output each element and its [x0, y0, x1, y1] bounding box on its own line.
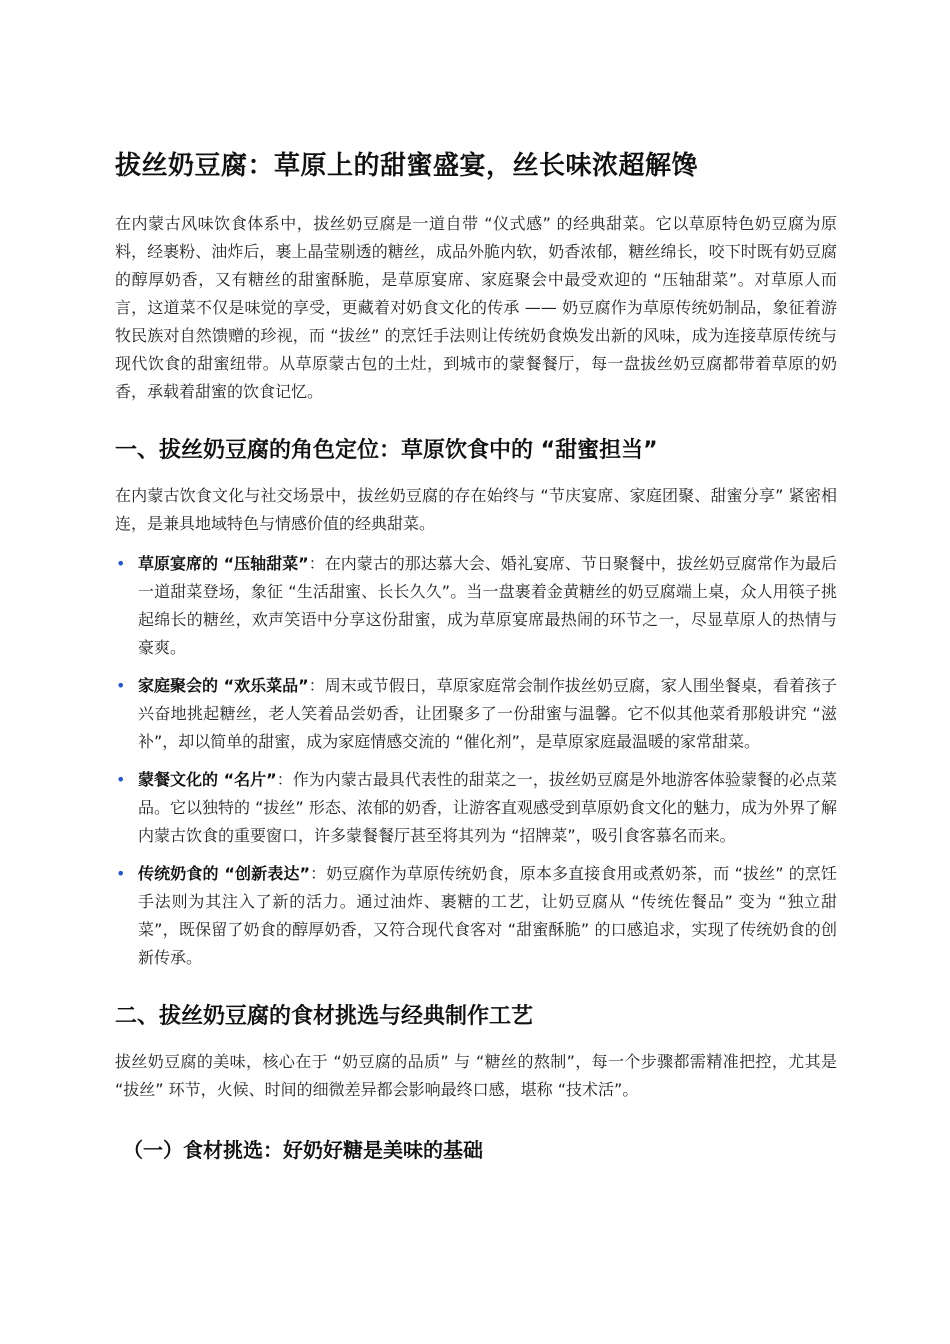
bullet-term: 家庭聚会的 “欢乐菜品”: [138, 676, 309, 695]
subsection-heading: （一）食材挑选：好奶好糖是美味的基础: [123, 1138, 483, 1162]
bullet-item-banquet: [115, 550, 837, 662]
page-title: 拔丝奶豆腐：草原上的甜蜜盛宴，丝长味浓超解馋: [115, 151, 699, 181]
bullet-item-business-card: [115, 766, 837, 850]
bullet-dot-icon: •: [116, 554, 126, 573]
bullet-term: 蒙餐文化的 “名片”: [138, 770, 277, 789]
section-1-heading: 一、拔丝奶豆腐的角色定位：草原饮食中的 “甜蜜担当”: [115, 438, 658, 463]
bullet-item-innovation: [115, 860, 837, 972]
section-1-bullet-list: [115, 550, 837, 972]
bullet-term: 传统奶食的 “创新表达”: [138, 864, 310, 883]
document-page: [115, 148, 837, 1166]
bullet-text: ：作为内蒙古最具代表性的甜菜之一，拔丝奶豆腐是外地游客体验蒙餐的必点菜品。它以独特的 “拔丝” 形态、浓郁的奶香，让游客直观感受到草原奶食文化的魅力，成为外界了解内蒙古饮食的重要窗口，许多蒙餐餐厅甚至将其列为 “招牌菜”，吸引食客慕名而来。: [138, 770, 837, 845]
bullet-text: ：在内蒙古的那达慕大会、婚礼宴席、节日聚餐中，拔丝奶豆腐常作为最后一道甜菜登场，象征 “生活甜蜜、长长久久”。当一盘裹着金黄糖丝的奶豆腐端上桌，众人用筷子挑起绵长的糖丝，欢声笑语中分享这份甜蜜，成为草原宴席最热闹的环节之一，尽显草原人的热情与豪爽。: [138, 554, 837, 657]
bullet-dot-icon: •: [116, 864, 126, 883]
section-2-heading: 二、拔丝奶豆腐的食材挑选与经典制作工艺: [115, 1004, 534, 1029]
bullet-dot-icon: •: [116, 676, 126, 695]
bullet-item-family: [115, 672, 837, 756]
bullet-term: 草原宴席的 “压轴甜菜”: [138, 554, 309, 573]
bullet-text: ：周末或节假日，草原家庭常会制作拔丝奶豆腐，家人围坐餐桌，看着孩子兴奋地挑起糖丝，老人笑着品尝奶香，让团聚多了一份甜蜜与温馨。它不似其他菜肴那般讲究 “滋补”，却以简单的甜蜜，成为家庭情感交流的 “催化剂”，是草原家庭最温暖的家常甜菜。: [138, 676, 837, 751]
section-1-intro: 在内蒙古饮食文化与社交场景中，拔丝奶豆腐的存在始终与 “节庆宴席、家庭团聚、甜蜜分享” 紧密相连，是兼具地域特色与情感价值的经典甜菜。: [115, 486, 837, 533]
bullet-dot-icon: •: [116, 770, 126, 789]
bullet-text: ：奶豆腐作为草原传统奶食，原本多直接食用或煮奶茶，而 “拔丝” 的烹饪手法则为其注入了新的活力。通过油炸、裹糖的工艺，让奶豆腐从 “传统佐餐品” 变为 “独立甜菜”，既保留了奶食的醇厚奶香，又符合现代食客对 “甜蜜酥脆” 的口感追求，实现了传统奶食的创新传承。: [138, 864, 837, 967]
section-2-intro: 拔丝奶豆腐的美味，核心在于 “奶豆腐的品质” 与 “糖丝的熬制”，每一个步骤都需精准把控，尤其是 “拔丝” 环节，火候、时间的细微差异都会影响最终口感，堪称 “技术活”。: [115, 1052, 837, 1099]
intro-paragraph: 在内蒙古风味饮食体系中，拔丝奶豆腐是一道自带 “仪式感” 的经典甜菜。它以草原特色奶豆腐为原料，经裹粉、油炸后，裹上晶莹剔透的糖丝，成品外脆内软，奶香浓郁，糖丝绵长，咬下时既有奶豆腐的醇厚奶香，又有糖丝的甜蜜酥脆，是草原宴席、家庭聚会中最受欢迎的 “压轴甜菜”。对草原人而言，这道菜不仅是味觉的享受，更藏着对奶食文化的传承 —— 奶豆腐作为草原传统奶制品，象征着游牧民族对自然馈赠的珍视，而 “拔丝” 的烹饪手法则让传统奶食焕发出新的风味，成为连接草原传统与现代饮食的甜蜜纽带。从草原蒙古包的土灶，到城市的蒙餐餐厅，每一盘拔丝奶豆腐都带着草原的奶香，承载着甜蜜的饮食记忆。: [115, 214, 837, 401]
